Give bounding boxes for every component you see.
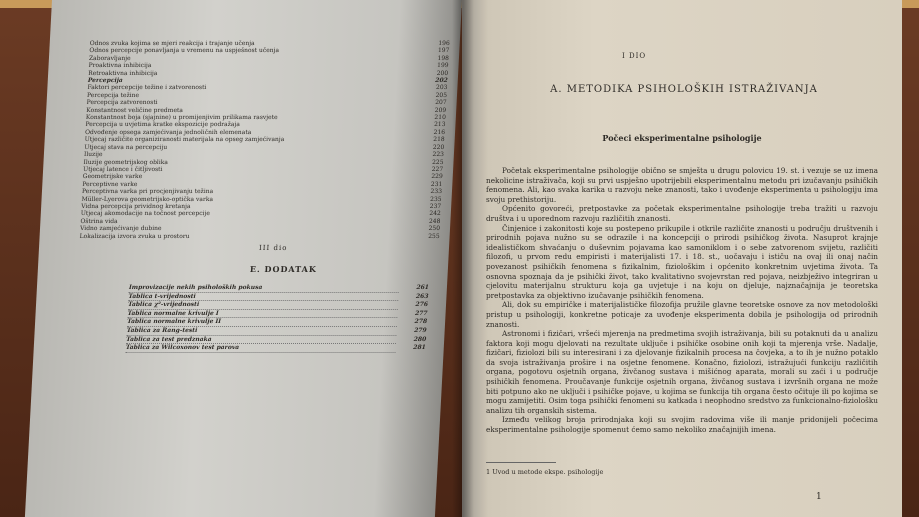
table-of-contents [79, 40, 449, 240]
appendix-entry [128, 301, 428, 310]
appendix-entry-page: 261 [416, 284, 430, 291]
appendix-entry-title: Tablica t-vrijednosti [128, 293, 398, 302]
toc-entry [84, 136, 444, 143]
appendix-entry-page: 277 [414, 309, 428, 317]
toc-entry [88, 77, 448, 84]
toc-entry [86, 107, 446, 114]
section-title: Počeci eksperimentalne psihologije [602, 133, 762, 143]
toc-entry-title: Retroaktivna inhibicija [87, 69, 158, 77]
toc-entry-page: 209 [434, 106, 447, 114]
toc-entry-page: 205 [435, 91, 448, 99]
toc-entry-page: 255 [427, 232, 440, 240]
toc-entry-page: 220 [432, 143, 445, 151]
toc-entry [83, 173, 443, 180]
toc-entry-title: Utjecaj latence i čitljivosti [82, 165, 163, 173]
toc-entry-title: Odvođenje opsega zamjećivanja jednoličnih elemenata [84, 128, 252, 136]
appendix-entry-title: Improvizacije nekih psiholoških pokusa [129, 284, 399, 293]
toc-entry-title: Vidna percepcija prividnog kretanja [80, 202, 191, 210]
toc-entry [82, 181, 442, 188]
toc-entry-title: Utjecaj akomodacije na točnost percepcije [80, 210, 211, 218]
left-page [25, 0, 462, 517]
paragraph: Općenito govoreći, pretpostavke za početak eksperimentalne psihologije treba tražiti u razvoju društva i u uporednom razvoju različitih znanosti. [486, 204, 878, 223]
toc-entry-title: Perceptivna varka pri procjenjivanju težina [81, 188, 214, 196]
appendix-entry-title: Tablica normalne krivulje I [127, 310, 397, 319]
toc-entry-title: Konstantnost boja (sjajnine) u promijenjivim prilikama rasvjete [85, 114, 278, 122]
toc-entry [81, 203, 441, 210]
toc-entry-page: 248 [428, 217, 441, 225]
toc-entry-page: 218 [433, 136, 445, 144]
toc-entry-title: Proaktivna inhibicija [88, 62, 152, 70]
toc-entry-title: Vidno zamjećivanje dubine [79, 225, 162, 233]
toc-entry-page: 207 [434, 99, 447, 107]
paragraph: Ali, dok su empiričke i materijalističke filozofija pružile glavne teoretske osnove za nov metodološki pristup u psihologiji, konkretne poticaje za uvođenje eksperimenta dobila je psihologija od prirodnih znanosti. [486, 300, 878, 329]
appendix-list [126, 284, 430, 353]
toc-entry [84, 151, 444, 158]
toc-entry-page: 229 [431, 173, 443, 181]
toc-entry-page: 242 [429, 210, 441, 218]
toc-entry-page: 213 [433, 121, 446, 129]
part-label: III dio [258, 244, 288, 252]
toc-entry-title: Oštrina vida [80, 217, 118, 225]
footnote-rule [486, 462, 556, 463]
toc-entry [80, 218, 440, 225]
appendix-entry [129, 284, 429, 293]
toc-entry-page: 225 [431, 158, 444, 166]
page-number: 1 [816, 492, 822, 502]
toc-entry [86, 99, 446, 106]
toc-entry-page: 227 [431, 165, 444, 173]
toc-entry-title: Konstantnost veličine predmeta [86, 106, 184, 114]
toc-entry [84, 144, 444, 151]
toc-entry-page: 223 [432, 151, 445, 159]
toc-entry [90, 40, 450, 47]
toc-entry-page: 203 [435, 84, 448, 92]
toc-entry-page: 237 [429, 202, 442, 210]
toc-entry-page: 202 [435, 77, 448, 85]
appendix-entry-title: Tablica χ²-vrijednosti [128, 301, 398, 310]
right-page [462, 0, 902, 517]
toc-entry-title: Odnos percepcije ponavljanja u vremenu na uspješnost učenja [89, 47, 280, 55]
toc-entry-page: 235 [429, 195, 442, 203]
toc-entry-title: Utjecaj različite organiziranosti materijala na opseg zamjećivanja [84, 136, 285, 144]
toc-entry [87, 92, 447, 99]
toc-entry-title: Iluzije geometrijskog oblika [83, 158, 169, 166]
toc-entry-title: Percepcija u uvjetima kratke ekspozicije podražaja [85, 121, 241, 129]
toc-entry-title: Lokalizacija izvora zvuka u prostoru [79, 232, 190, 240]
paragraph: Činjenice i zakonitosti koje su postepeno prikupile i otkrile različite znanosti u području društvenih i prirodnih pojava nužno su se odrazile i na koncepciji o prirodi psihičkog života. Nasuprot krajnje idealističkom shvaćanju o duševnim pojavama kao samoniklom i o sebe zatvorenom svijetu, različiti filozofi, u prvom redu empiristi i materijalisti 17. i 18. st., uočavaju i ističu na ovaj ili onaj način povezanost psihičkih fenomena s fizikalnim, fiziološkim i općenito konkretnim uvjetima života. Ta osnovna spoznaja da je psihički život, tako kvalitativno svojevrstan red pojava, neizbježivo integriran u cjelovitu materijalnu strukturu koja ga uvjetuje i na koju on djeluje, najznačajnija je teoretska pretpostavka za objektivno izučavanje psihičkih fenomena. [486, 223, 878, 300]
toc-entry-title: Percepcija [87, 77, 123, 85]
toc-entry [82, 188, 442, 195]
toc-entry-page: 200 [436, 69, 449, 77]
appendix-entry-page: 279 [413, 326, 427, 334]
toc-entry-title: Odnos zvuka kojima se mjeri reakcija i trajanje učenja [89, 40, 255, 47]
toc-entry-title: Faktori percepcije težine i zatvorenosti [87, 84, 207, 92]
toc-entry-page: 210 [434, 114, 447, 122]
appendix-entry [127, 310, 427, 319]
appendix-entry [126, 336, 426, 345]
toc-entry [89, 47, 449, 54]
chapter-part-label: I DIO [622, 52, 647, 60]
part-title: E. DODATAK [249, 264, 318, 274]
body-text [486, 166, 878, 435]
appendix-entry-page: 276 [415, 301, 429, 309]
appendix-entry [128, 293, 428, 302]
toc-entry-title: Utjecaj stava na percepciju [84, 143, 168, 151]
toc-entry-page: 233 [430, 188, 443, 196]
toc-entry-title: Percepcija težine [86, 91, 140, 99]
toc-entry [80, 225, 440, 232]
appendix-entry-page: 278 [414, 318, 428, 326]
toc-entry [88, 62, 448, 69]
paragraph: Astronomi i fizičari, vršeći mjerenja na predmetima svojih istraživanja, bili su potaknuti da u analizu faktora koji mogu djelovati na rezultate uključe i psihičke osobine onih koji ta mjerenja vrše. Nadalje, fizičari, fiziolozi bili su interesirani i za djelovanje fizikalnih procesa na čovjeka, a to ih je nužno potaklo da svoja istraživanja prošire i na osjetne fenomene. Konačno, fiziolozi, istražujući funkciju različitih organa, pogotovu osjetnih organa, živčanog sustava i mišićnog aparata, morali su zaći i u područje psihičkih fenomena. Proučavanje funkcije osjetnih organa, živčanog sustava i izvršnih organa ne može biti potpuno ako ne uključi i psihičke pojave, u kojima se funkcija tih organa često očituje ili po kojima se mogu zamijetiti. Osim toga psihički fenomeni su katkada i neophodno sredstvo za funkcionalno-fiziološku analizu tih organskih sistema. [486, 329, 878, 415]
toc-entry [83, 159, 443, 166]
toc-entry-page: 250 [428, 225, 441, 233]
appendix-entry-title: Tablica za Rang-testi [126, 327, 396, 336]
toc-entry-page: 197 [437, 47, 450, 55]
appendix-entry-title: Tablica za Wilcoxonov test parova [126, 344, 396, 353]
chapter-title: A. METODIKA PSIHOLOŠKIH ISTRAŽIVANJA [550, 84, 818, 95]
toc-entry [86, 114, 446, 121]
appendix-entry [127, 318, 427, 327]
appendix-entry-page: 263 [415, 292, 429, 300]
appendix-entry [126, 327, 426, 336]
toc-entry-title: Iluzije [83, 151, 103, 159]
toc-entry-title: Zaboravljanje [88, 54, 131, 62]
toc-entry [81, 196, 441, 203]
appendix-entry-page: 280 [413, 335, 427, 343]
toc-entry-page: 231 [430, 180, 443, 188]
toc-entry-title: Müller-Lyerova geometrijsko-optička varka [81, 195, 214, 203]
appendix-entry-title: Tablica normalne krivulje II [127, 318, 397, 327]
toc-entry-title: Geometrijske varke [82, 173, 143, 181]
appendix-entry-title: Tablica za test predznaka [126, 336, 396, 345]
toc-entry-page: 198 [437, 54, 450, 62]
toc-entry-title: Percepcija zatvorenosti [86, 99, 158, 107]
appendix-entry-page: 281 [413, 344, 426, 352]
toc-entry [85, 129, 445, 136]
toc-entry [85, 121, 445, 128]
paragraph: Između velikog broja prirodnjaka koji su svojim radovima više ili manje pridonijeli počecima eksperimentalne psihologije spomenut ćemo samo nekoliko značajnijih imena. [486, 415, 878, 435]
paragraph: Početak eksperimentalne psihologije obično se smješta u drugu polovicu 19. st. i vezuje se uz imena nekolicine istraživača, koji su prvi uspješno upotrijebili eksperimentalnu metodu pri izučavanju psihičkih fenomena. Ali, kao svaka karika u razvoju neke znanosti, tako i uvođenje eksperimenta u psihologiju ima svoju prethistoriju. [486, 166, 878, 204]
toc-entry [88, 70, 448, 77]
toc-entry [89, 55, 449, 62]
toc-entry [87, 84, 447, 91]
toc-entry-page: 216 [433, 128, 446, 136]
toc-entry [79, 233, 439, 240]
toc-entry [81, 210, 441, 217]
book-gutter [452, 0, 474, 517]
footnote: 1 Uvod u metode ekspe. psihologije [486, 468, 604, 476]
toc-entry-page: 196 [438, 40, 450, 47]
toc-entry [83, 166, 443, 173]
toc-entry-page: 199 [436, 62, 449, 70]
appendix-entry [126, 344, 426, 353]
toc-entry-title: Perceptivne varke [82, 180, 138, 188]
